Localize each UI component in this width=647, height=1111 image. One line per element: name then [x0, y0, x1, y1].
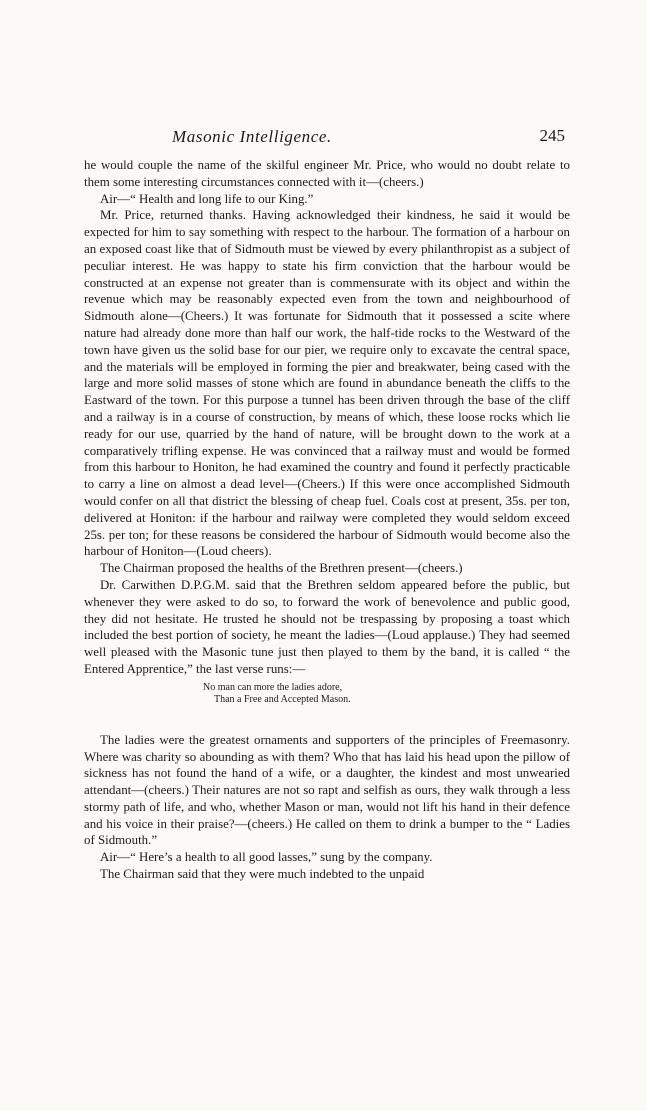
- paragraph-chairman-toast: The Chairman proposed the healths of the Brethren present—(cheers.): [100, 561, 463, 576]
- paragraph-ladies: The ladies were the greatest ornaments and supporters of the principles of Freemasonry. Where was charity so abounding as with them? Who that has laid his head upon the pillow of sickness has not found the hand of a wife, or a daughter, the kindest and most unwearied attendant—(cheers.) Their natures are not so rapt and selfish as ours, they walk through a less stormy path of life, and who, whether Mason or man, would not lift his hand in their defence and his voice in their praise?—(cheers.) He called on them to drink a bumper to the “ Ladies of Sidmouth.”: [84, 732, 570, 848]
- verse-line: No man can more the ladies adore,: [203, 681, 343, 693]
- verse: [84, 682, 570, 706]
- verse-line: Than a Free and Accepted Mason.: [214, 693, 351, 705]
- body-text: [84, 157, 570, 883]
- paragraph-mr-price-speech: Mr. Price, returned thanks. Having acknowledged their kindness, he said it would be expected for him to say something with respect to the harbour. The formation of a harbour on an exposed coast like that of Sidmouth must be viewed by every philanthropist as a subject of peculiar interest. He was happy to state his firm conviction that the harbour would be constructed at an expense not greater than is commensurate with its object and within the revenue which may be reasonably expected even from the town and neighbourhood of Sidmouth alone—(Cheers.) It was fortunate for Sidmouth that it possessed a scite where nature had already done more than half our work, the half-tide rocks to the Westward of the town have given us the solid base for our pier, we require only to excavate the central space, and the materials will be employed in forming the pier and breakwater, being cased with the large and more solid masses of stone which are found in abundance beneath the cliffs to the Eastward of the town. For this purpose a tunnel has been driven through the base of the cliff and a railway is in a course of construction, by means of which, these loose rocks which lie ready for our use, quarried by the hand of nature, will be brought down to the work at a comparatively trifling expense. He was convinced that a railway must and would be formed from this harbour to Honiton, he had examined the country and found it perfectly practicable to carry a line on almost a dead level—(Cheers.) If this were once accomplished Sidmouth would confer on all that district the blessing of cheap fuel. Coals cost at present, 35s. per ton, delivered at Honiton: if the harbour and railway were completed they would seldom exceed 25s. per ton; for these reasons be considered the harbour of Sidmouth would become also the harbour of Honiton—(Loud cheers).: [84, 208, 570, 559]
- paragraph-carwithen-speech: Dr. Carwithen D.P.G.M. said that the Brethren seldom appeared before the public, but whenever they were asked to do so, to forward the work of benevolence and public good, they did not hesitate. He trusted he should not be trespassing by proposing a toast which included the best portion of society, he meant the ladies—(Loud applause.) They had seemed well pleased with the Masonic tune just then played to them by the band, it is called “ the Entered Apprentice,” the last verse runs:—: [84, 577, 570, 676]
- paragraph-continuation: he would couple the name of the skilful engineer Mr. Price, who would no doubt relate to them some interesting circumstances connected with it—(cheers.): [84, 158, 570, 189]
- page-number: 245: [539, 126, 565, 145]
- paragraph-air-king: Air—“ Health and long life to our King.”: [100, 191, 314, 206]
- page-header: [0, 127, 647, 151]
- paragraph-chairman-unpaid: The Chairman said that they were much indebted to the unpaid: [100, 867, 425, 882]
- running-title: Masonic Intelligence.: [172, 127, 332, 146]
- paragraph-air-lasses: Air—“ Here’s a health to all good lasses,” sung by the company.: [100, 850, 433, 865]
